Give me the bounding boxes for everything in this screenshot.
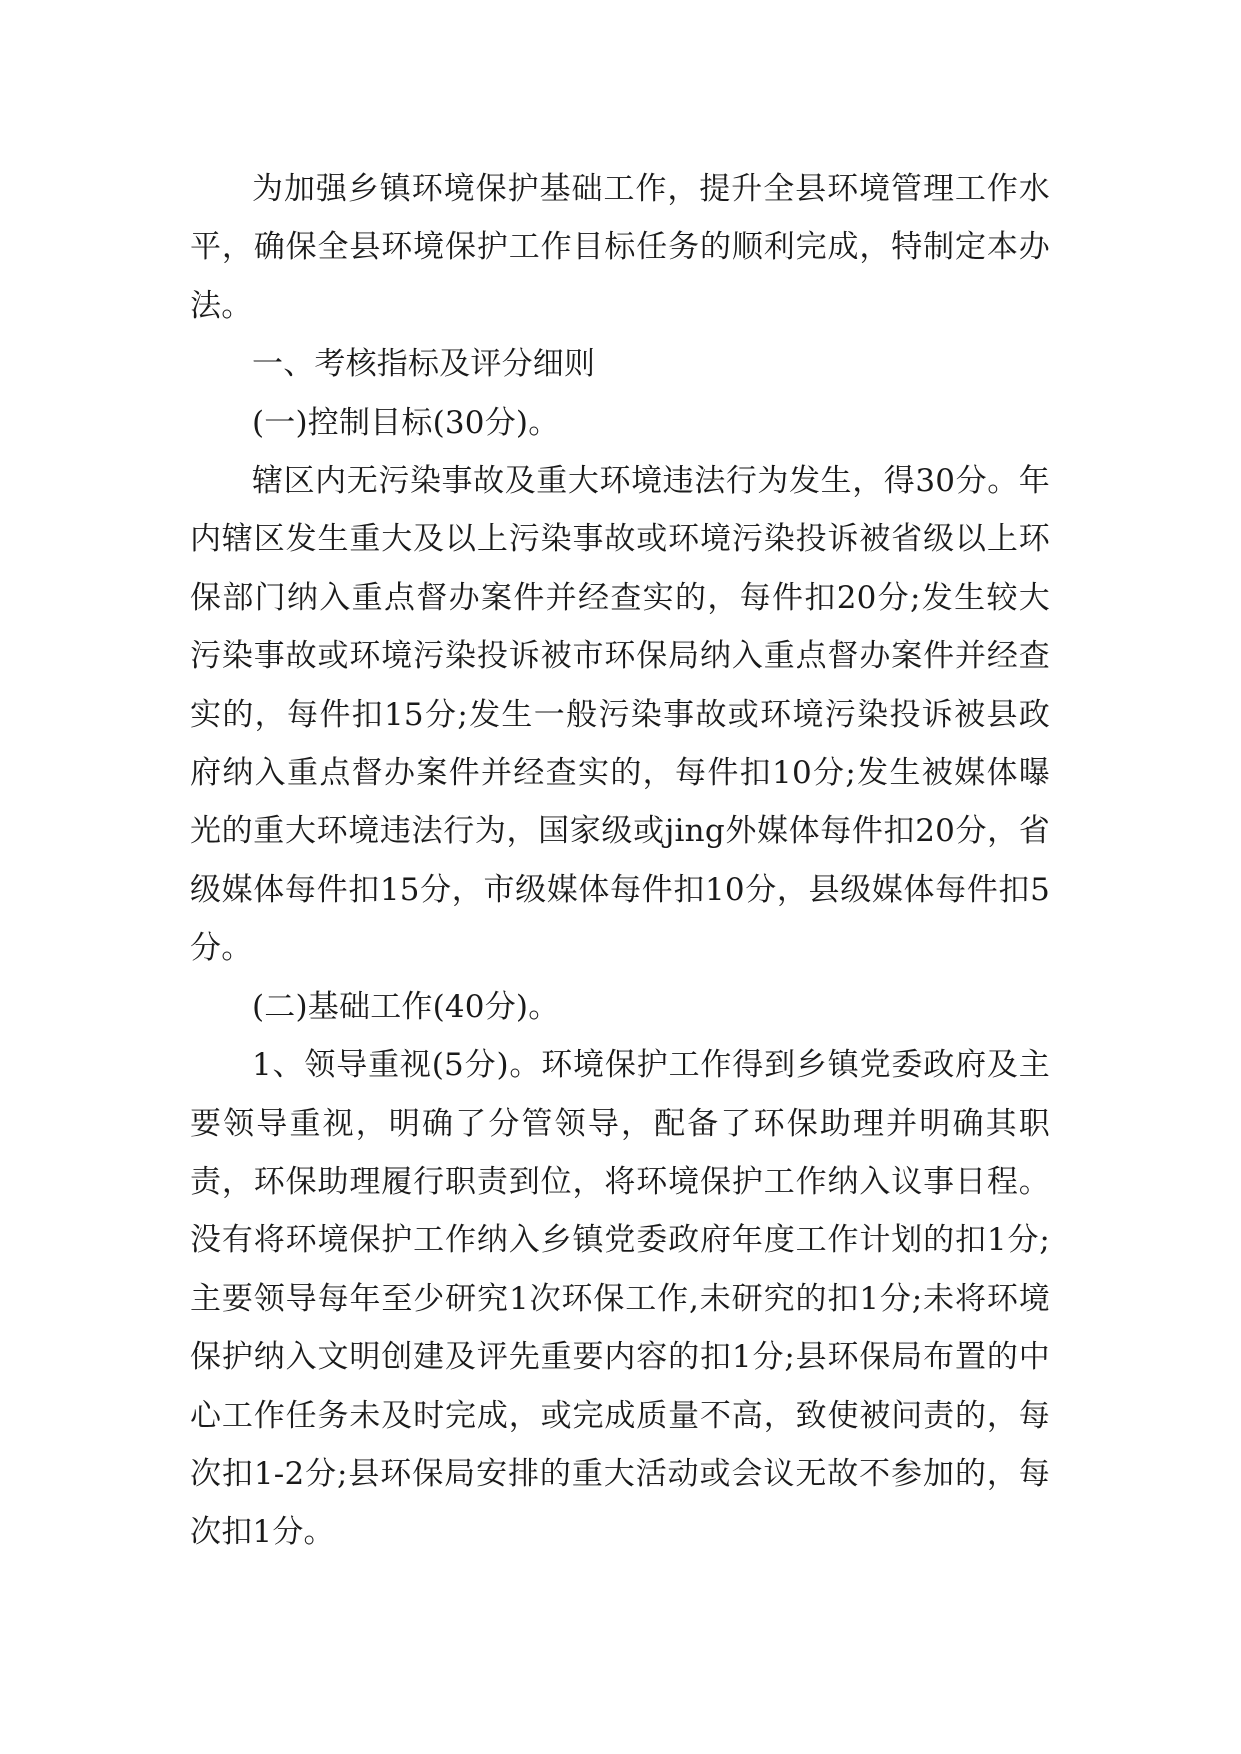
subsection-heading-control-target: (一)控制目标(30分)。 <box>252 404 560 441</box>
section-heading: 一、考核指标及评分细则 <box>252 346 596 383</box>
subsection-heading-basic-work: (二)基础工作(40分)。 <box>252 988 560 1025</box>
intro-paragraph: 为加强乡镇环境保护基础工作，提升全县环境管理工作水平，确保全县环境保护工作目标任务的顺利完成，特制定本办法。 <box>190 171 1050 324</box>
control-target-paragraph: 辖区内无污染事故及重大环境违法行为发生，得30分。年内辖区发生重大及以上污染事故或环境污染投诉被省级以上环保部门纳入重点督办案件并经查实的，每件扣20分;发生较大污染事故或环境污染投诉被市环保局纳入重点督办案件并经查实的，每件扣15分;发生一般污染事故或环境污染投诉被县政府纳入重点督办案件并经查实的，每件扣10分;发生被媒体曝光的重大环境违法行为，国家级或jing外媒体每件扣20分，省级媒体每件扣15分，市级媒体每件扣10分，县级媒体每件扣5分。 <box>190 463 1050 967</box>
leadership-paragraph: 1、领导重视(5分)。环境保护工作得到乡镇党委政府及主要领导重视，明确了分管领导，配备了环保助理并明确其职责，环保助理履行职责到位，将环境保护工作纳入议事日程。没有将环境保护工作纳入乡镇党委政府年度工作计划的扣1分;主要领导每年至少研究1次环保工作,未研究的扣1分;未将环境保护纳入文明创建及评先重要内容的扣1分;县环保局布置的中心工作任务未及时完成，或完成质量不高，致使被问责的，每次扣1-2分;县环保局安排的重大活动或会议无故不参加的，每次扣1分。 <box>190 1047 1050 1551</box>
document-body <box>190 160 1050 1562</box>
